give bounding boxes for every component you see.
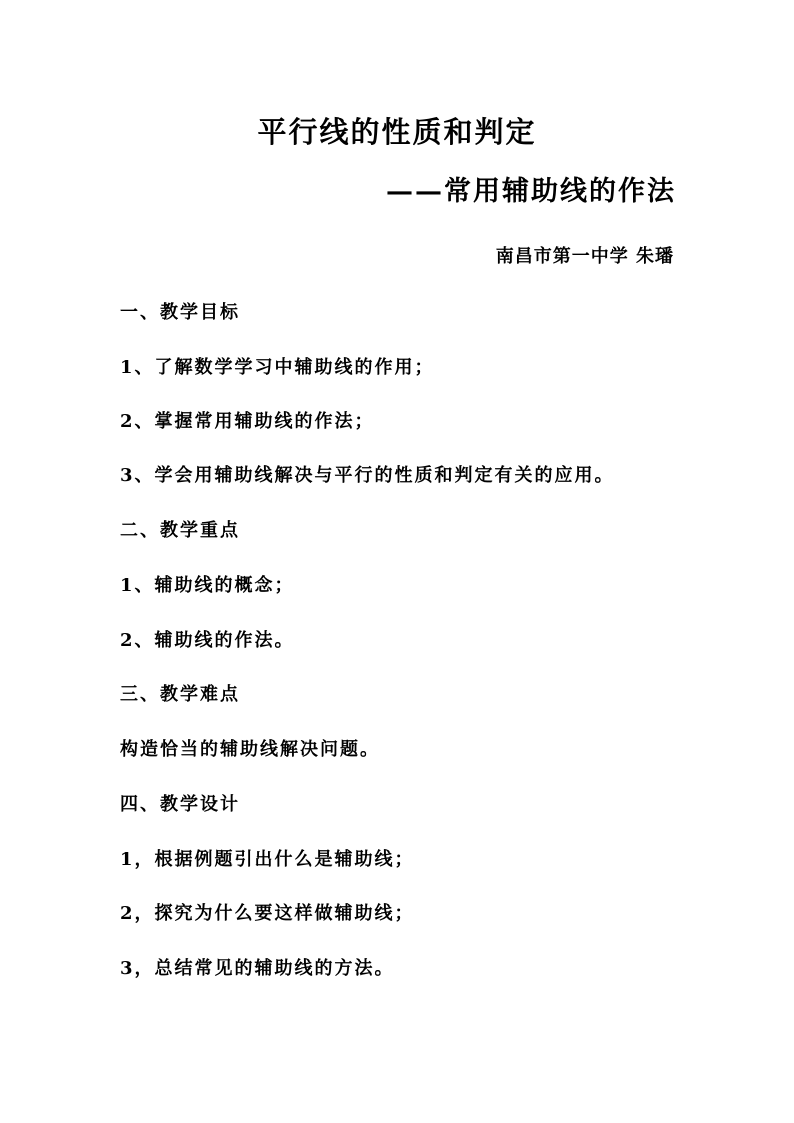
document-title: 平行线的性质和判定 (257, 115, 537, 149)
section-heading-difficulties: 三、教学难点 (120, 684, 240, 705)
key-point-item-2: 2、辅助线的作法。 (120, 630, 295, 651)
design-item-3: 3，总结常见的辅助线的方法。 (120, 958, 395, 979)
objective-item-3: 3、学会用辅助线解决与平行的性质和判定有关的应用。 (120, 465, 615, 486)
objective-item-1: 1、了解数学学习中辅助线的作用； (120, 357, 435, 378)
document-subtitle: ——常用辅助线的作法 (386, 176, 676, 207)
design-item-2: 2，探究为什么要这样做辅助线； (120, 903, 415, 924)
section-heading-objectives: 一、教学目标 (120, 302, 240, 323)
key-point-item-1: 1、辅助线的概念； (120, 575, 295, 596)
section-heading-key-points: 二、教学重点 (120, 520, 240, 541)
objective-item-2: 2、掌握常用辅助线的作法； (120, 411, 375, 432)
design-item-1: 1，根据例题引出什么是辅助线； (120, 849, 415, 870)
difficulty-item-1: 构造恰当的辅助线解决问题。 (120, 739, 380, 760)
section-heading-design: 四、教学设计 (120, 794, 240, 815)
document-author: 南昌市第一中学 朱璠 (495, 246, 674, 267)
